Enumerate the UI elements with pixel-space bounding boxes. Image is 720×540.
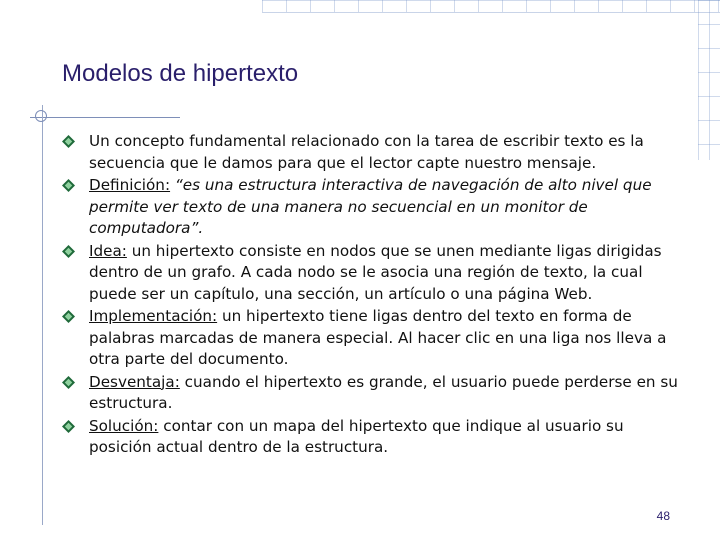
bullet-label: Idea: [89, 241, 127, 260]
bullet-item [62, 175, 682, 240]
diamond-bullet-icon [62, 179, 75, 192]
crosshair-ornament [35, 110, 47, 122]
bullet-text: un hipertexto consiste en nodos que se unen mediante ligas dirigidas dentro de un grafo. A cada nodo se le asocia una región de texto, la cual puede ser un capítulo, una sección, un artículo o una página Web. [89, 241, 662, 303]
bullet-text: un hipertexto tiene ligas dentro del texto en forma de palabras marcadas de manera especial. Al hacer clic en una liga nos lleva a otra parte del documento. [89, 307, 667, 368]
diamond-bullet-icon [62, 376, 75, 389]
diamond-bullet-icon [62, 245, 75, 258]
diamond-bullet-icon [62, 420, 75, 433]
vertical-rule [42, 105, 43, 525]
horizontal-rule [30, 117, 180, 118]
bullet-item [62, 416, 682, 459]
bullet-text: cuando el hipertexto es grande, el usuario puede perderse en su estructura. [89, 372, 678, 412]
bullet-item [62, 241, 682, 306]
bullet-label: Solución: [89, 416, 159, 435]
bullet-item [62, 131, 682, 174]
diamond-bullet-icon [62, 135, 75, 148]
bullet-text: “es una estructura interactiva de navegación de alto nivel que permite ver texto de una manera no secuencial en un monitor de computadora”. [89, 176, 652, 237]
decorative-grid-right [698, 0, 720, 160]
slide-title: Modelos de hipertexto [62, 60, 299, 87]
decorative-grid-top [262, 0, 720, 13]
bullet-item [62, 372, 682, 415]
bullet-text: contar con un mapa del hipertexto que indique al usuario su posición actual dentro de la estructura. [89, 416, 624, 456]
page-number: 48 [656, 509, 670, 523]
bullet-list [62, 131, 682, 460]
bullet-text: Un concepto fundamental relacionado con la tarea de escribir texto es la secuencia que le damos para que el lector capte nuestro mensaje. [89, 132, 644, 172]
bullet-item [62, 306, 682, 371]
bullet-label: Definición: [89, 176, 171, 194]
bullet-label: Implementación: [89, 307, 218, 325]
bullet-label: Desventaja: [89, 372, 180, 391]
diamond-bullet-icon [62, 310, 75, 323]
